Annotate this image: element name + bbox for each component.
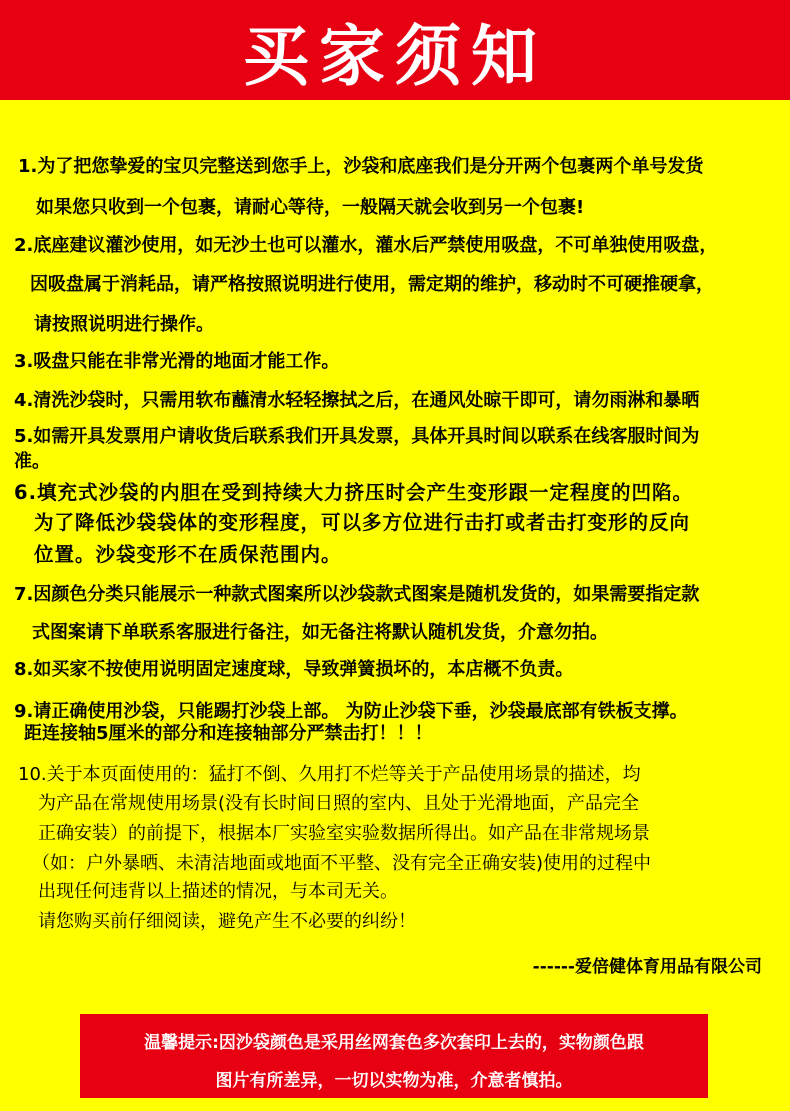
note-6-line-3: 位置。沙袋变形不在质保范围内。 [34,543,342,566]
note-4: 4.清洗沙袋时，只需用软布蘸清水轻轻擦拭之后，在通风处晾干即可，请勿雨淋和暴晒 [14,390,700,411]
page-title: 买家须知 [243,17,547,95]
notice-box [80,1014,708,1098]
note-1-line-1: 1.为了把您挚爱的宝贝完整送到您手上，沙袋和底座我们是分开两个包裹两个单号发货 [18,156,704,177]
note-1-line-2: 如果您只收到一个包裹，请耐心等待，一般隔天就会收到另一个包裹! [36,197,585,218]
note-6-line-2: 为了降低沙袋袋体的变形程度，可以多方位进行击打或者击打变形的反向 [34,511,691,534]
notice-line-2: 图片有所差异，一切以实物为准，介意者慎拍。 [215,1071,573,1091]
note-5-line-1: 5.如需开具发票用户请收货后联系我们开具发票，具体开具时间以联系在线客服时间为 [14,426,700,447]
note-6-line-1: 6.填充式沙袋的内胆在受到持续大力挤压时会产生变形跟一定程度的凹陷。 [14,481,693,504]
header-banner [0,0,790,100]
note-3: 3.吸盘只能在非常光滑的地面才能工作。 [14,351,340,372]
note-2-line-2: 因吸盘属于消耗品，请严格按照说明进行使用，需定期的维护，移动时不可硬推硬拿， [30,274,714,295]
company-signature: ------爱倍健体育用品有限公司 [532,957,762,977]
note-2-line-3: 请按照说明进行操作。 [34,314,214,335]
note-9-line-1: 9.请正确使用沙袋，只能踢打沙袋上部。 为防止沙袋下垂，沙袋最底部有铁板支撑。 [14,701,688,722]
note-10-line-4: （如：户外暴晒、未清洁地面或地面不平整、没有完全正确安装)使用的过程中 [32,853,652,874]
note-10-line-3: 正确安装）的前提下，根据本厂实验室实验数据所得出。如产品在非常规场景 [38,823,650,844]
note-8: 8.如买家不按使用说明固定速度球，导致弹簧损坏的，本店概不负责。 [14,659,574,680]
notice-line-1: 温馨提示:因沙袋颜色是采用丝网套色多次套印上去的，实物颜色跟 [144,1033,644,1053]
note-10-line-2: 为产品在常规使用场景(没有长时间日照的室内、且处于光滑地面，产品完全 [38,793,640,814]
note-10-line-5: 出现任何违背以上描述的情况，与本司无关。 [38,881,398,902]
note-10-line-1: 10.关于本页面使用的：猛打不倒、久用打不烂等关于产品使用场景的描述，均 [18,764,641,785]
note-7-line-2: 式图案请下单联系客服进行备注，如无备注将默认随机发货，介意勿拍。 [32,622,608,643]
note-9-line-2: 距连接轴5厘米的部分和连接轴部分严禁击打！！！ [24,723,433,744]
note-10-line-6: 请您购买前仔细阅读，避免产生不必要的纠纷！ [38,911,416,932]
note-5-line-2: 准。 [14,451,50,472]
note-7-line-1: 7.因颜色分类只能展示一种款式图案所以沙袋款式图案是随机发货的，如果需要指定款 [14,584,700,605]
note-2-line-1: 2.底座建议灌沙使用，如无沙土也可以灌水，灌水后严禁使用吸盘，不可单独使用吸盘， [14,235,718,256]
